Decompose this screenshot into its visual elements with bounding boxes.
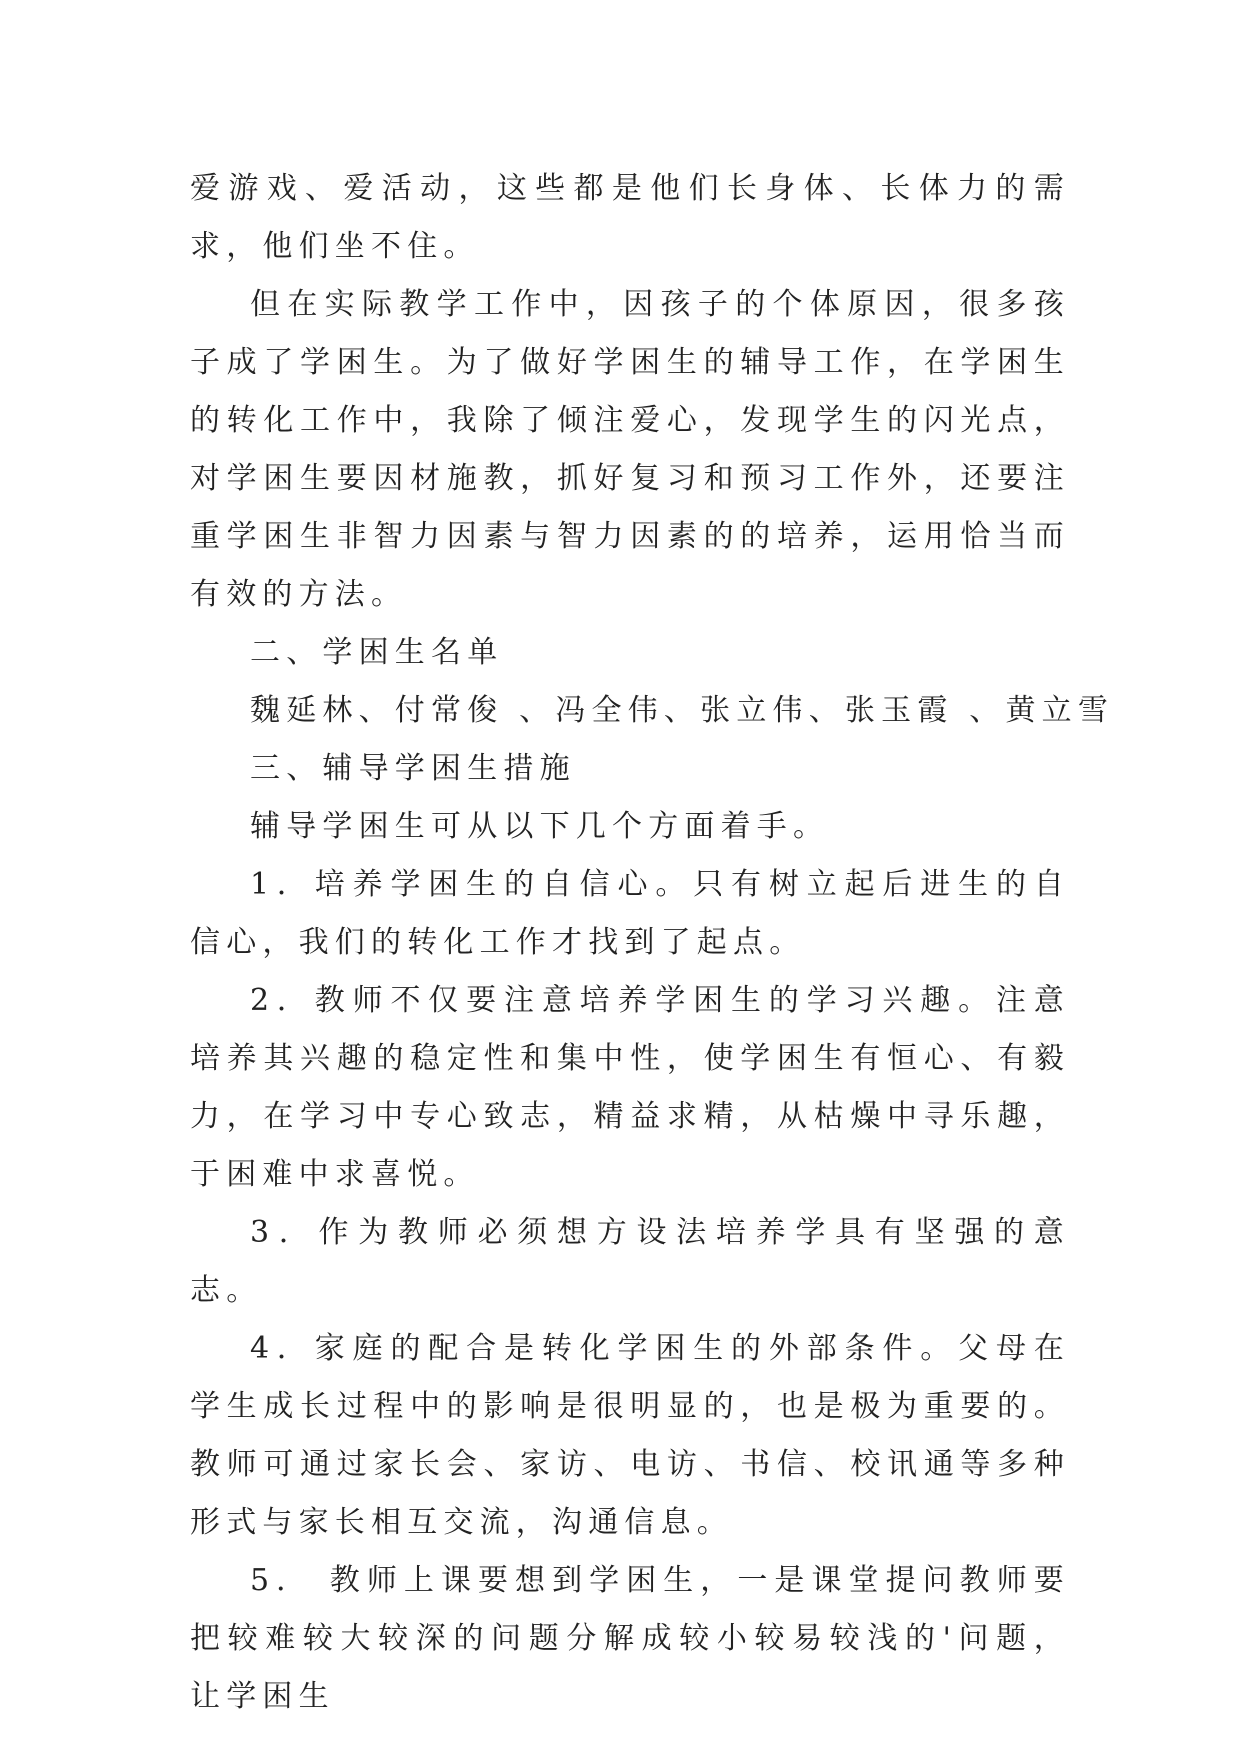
list-item-2: 2．教师不仅要注意培养学困生的学习兴趣。注意培养其兴趣的稳定性和集中性，使学困生有恒心、有毅力，在学习中专心致志，精益求精，从枯燥中寻乐趣，于困难中求喜悦。 — [190, 983, 1070, 1192]
list-item-1: 1．培养学困生的自信心。只有树立起后进生的自信心，我们的转化工作才找到了起点。 — [190, 867, 1070, 960]
paragraph-continuation: 爱游戏、爱活动，这些都是他们长身体、长体力的需求，他们坐不住。 — [190, 171, 1070, 264]
list-item-3: 3．作为教师必须想方设法培养学具有坚强的意志。 — [190, 1215, 1070, 1308]
list-item-5: 5． 教师上课要想到学困生，一是课堂提问教师要把较难较大较深的问题分解成较小较易较浅的'问题，让学困生 — [190, 1563, 1070, 1714]
student-name-list: 魏延林、付常俊 、冯全伟、张立伟、张玉霞 、黄立雪 — [250, 693, 1115, 728]
paragraph-intro: 但在实际教学工作中，因孩子的个体原因，很多孩子成了学困生。为了做好学困生的辅导工作，在学困生的转化工作中，我除了倾注爱心，发现学生的闪光点，对学困生要因材施教，抓好复习和预习工作外，还要注重学困生非智力因素与智力因素的的培养，运用恰当而有效的方法。 — [190, 287, 1070, 612]
paragraph-measures-intro: 辅导学困生可从以下几个方面着手。 — [250, 809, 830, 844]
list-item-4: 4．家庭的配合是转化学困生的外部条件。父母在学生成长过程中的影响是很明显的，也是极为重要的。教师可通过家长会、家访、电访、书信、校讯通等多种形式与家长相互交流，沟通信息。 — [190, 1331, 1070, 1540]
document-body — [190, 160, 1115, 1726]
section-heading-student-list: 二、学困生名单 — [250, 635, 504, 670]
section-heading-measures: 三、辅导学困生措施 — [250, 751, 576, 786]
